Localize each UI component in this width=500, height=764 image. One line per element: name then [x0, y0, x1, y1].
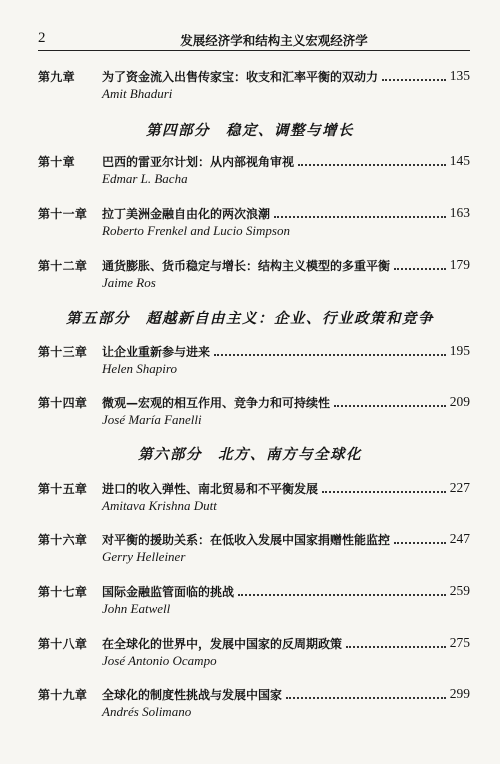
page-ref: 145	[449, 153, 470, 168]
dot-leader	[322, 491, 446, 493]
chapter-author: Roberto Frenkel and Lucio Simpson	[102, 223, 290, 238]
chapter-number: 第十六章	[38, 533, 88, 547]
toc-entry[interactable]	[38, 634, 470, 674]
chapter-author: Edmar L. Bacha	[102, 171, 188, 186]
toc-entry[interactable]	[38, 256, 470, 296]
chapter-title[interactable]: 通货膨胀、货币稳定与增长：结构主义模型的多重平衡	[102, 258, 391, 273]
toc-entry[interactable]	[38, 685, 470, 725]
page-header	[38, 28, 470, 51]
chapter-author: Helen Shapiro	[102, 361, 177, 376]
chapter-title[interactable]: 微观—宏观的相互作用、竞争力和可持续性	[102, 395, 331, 410]
toc-entry[interactable]	[38, 204, 470, 244]
chapter-author: Amitava Krishna Dutt	[102, 498, 217, 513]
page-ref: 259	[449, 583, 470, 598]
chapter-author: José María Fanelli	[102, 412, 202, 427]
page-ref: 247	[449, 531, 470, 546]
chapter-title[interactable]: 为了资金流入出售传家宝：收支和汇率平衡的双动力	[102, 69, 379, 84]
dot-leader	[394, 268, 446, 270]
chapter-number: 第十章	[38, 155, 75, 169]
chapter-title[interactable]: 拉丁美洲金融自由化的两次浪潮	[102, 206, 271, 221]
chapter-number: 第九章	[38, 70, 75, 84]
page-ref: 275	[449, 635, 470, 650]
toc-entry[interactable]	[38, 342, 470, 382]
toc-entry[interactable]	[38, 67, 470, 107]
chapter-author: Gerry Helleiner	[102, 549, 186, 564]
dot-leader	[382, 79, 446, 81]
dot-leader	[394, 542, 446, 544]
chapter-author: Amit Bhaduri	[102, 86, 173, 101]
page-ref: 227	[449, 480, 470, 495]
chapter-title[interactable]: 进口的收入弹性、南北贸易和不平衡发展	[102, 481, 319, 496]
chapter-title[interactable]: 让企业重新参与进来	[102, 344, 211, 359]
chapter-title[interactable]: 巴西的雷亚尔计划：从内部视角审视	[102, 154, 295, 169]
toc-entry[interactable]	[38, 582, 470, 622]
chapter-number: 第十一章	[38, 207, 88, 221]
dot-leader	[286, 697, 446, 699]
chapter-title[interactable]: 在全球化的世界中，发展中国家的反周期政策	[102, 636, 343, 651]
part-heading-4: 第四部分 稳定、调整与增长	[146, 122, 354, 139]
chapter-number: 第十八章	[38, 637, 88, 651]
page-ref: 135	[449, 68, 470, 83]
toc-entry[interactable]	[38, 479, 470, 519]
running-title: 发展经济学和结构主义宏观经济学	[180, 33, 368, 48]
dot-leader	[214, 354, 446, 356]
chapter-author: Jaime Ros	[102, 275, 156, 290]
chapter-title[interactable]: 对平衡的援助关系：在低收入发展中国家捐赠性能监控	[102, 532, 391, 547]
part-heading-5: 第五部分 超越新自由主义：企业、行业政策和竞争	[66, 310, 434, 327]
dot-leader	[274, 216, 446, 218]
chapter-number: 第十三章	[38, 345, 88, 359]
dot-leader	[334, 405, 446, 407]
chapter-number: 第十五章	[38, 482, 88, 496]
page-number: 2	[38, 30, 46, 46]
dot-leader	[238, 594, 446, 596]
chapter-title[interactable]: 国际金融监管面临的挑战	[102, 584, 235, 599]
page-ref: 299	[449, 686, 470, 701]
chapter-author: José Antonio Ocampo	[102, 653, 217, 668]
chapter-title[interactable]: 全球化的制度性挑战与发展中国家	[102, 687, 283, 702]
page-ref: 163	[449, 205, 470, 220]
toc-entry[interactable]	[38, 152, 470, 192]
toc-entry[interactable]	[38, 530, 470, 570]
chapter-number: 第十七章	[38, 585, 88, 599]
dot-leader	[346, 646, 446, 648]
chapter-author: John Eatwell	[102, 601, 171, 616]
chapter-number: 第十四章	[38, 396, 88, 410]
dot-leader	[298, 164, 446, 166]
page-ref: 179	[449, 257, 470, 272]
chapter-number: 第十九章	[38, 688, 88, 702]
page-ref: 209	[449, 394, 470, 409]
page-ref: 195	[449, 343, 470, 358]
toc-entry[interactable]	[38, 393, 470, 433]
part-heading-6: 第六部分 北方、南方与全球化	[138, 446, 362, 463]
chapter-author: Andrés Solimano	[102, 704, 192, 719]
chapter-number: 第十二章	[38, 259, 88, 273]
